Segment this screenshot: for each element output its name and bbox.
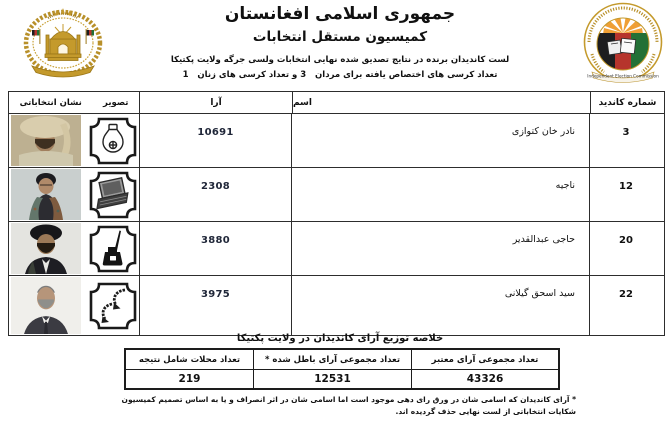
table-row bbox=[9, 221, 664, 275]
results-table-header bbox=[9, 92, 664, 113]
candidate-photo bbox=[11, 115, 81, 166]
votes-column-header: آرا bbox=[139, 92, 292, 113]
summary-value-stations: 219 bbox=[126, 370, 254, 388]
name-column-header: اسم bbox=[292, 92, 590, 113]
table-row bbox=[9, 275, 664, 335]
photo-symbol-cell bbox=[9, 276, 139, 335]
summary-table bbox=[124, 348, 560, 390]
footnote: * آرای کاندیدان که اسامی شان در ورق رای دهی موجود است اما اسامی شان در اثر انصراف و یا به اساس تصمیم کمیسیون شکایات انتخاباتی از لست نهایی حذف گردیده اند. bbox=[121, 395, 576, 416]
document-subtitle: لست کاندیدان برنده در نتایج تصدیق شده نهایی انتخابات ولسی جرگه ولایت پکتیکا bbox=[170, 55, 510, 65]
summary-header-stations: تعداد محلات شامل نتیجه bbox=[126, 350, 254, 370]
votes-value: 2308 bbox=[139, 168, 291, 221]
ink-pot-pen-symbol-icon bbox=[89, 225, 137, 273]
symbol-column-header: نشان انتخاباتی bbox=[19, 97, 82, 108]
document-header bbox=[156, 4, 524, 80]
candidate-photo bbox=[11, 169, 81, 220]
number-column-header: شماره کاندید bbox=[590, 92, 664, 113]
commission-title: کمیسیون مستقل انتخابات bbox=[252, 29, 428, 45]
results-table bbox=[8, 91, 665, 336]
votes-value: 3975 bbox=[139, 276, 291, 335]
candidate-photo bbox=[11, 223, 81, 274]
candidate-name: حاجی عبدالقدیر bbox=[291, 222, 589, 275]
country-title: جمهوری اسلامی افغانستان bbox=[224, 4, 456, 24]
photo-symbol-cell bbox=[9, 114, 139, 167]
candidate-photo bbox=[11, 277, 81, 334]
summary-value-invalid-votes: 12531 bbox=[254, 370, 412, 388]
laptop-symbol-icon bbox=[89, 171, 137, 219]
afghanistan-emblem-icon bbox=[12, 3, 114, 81]
seats-allocation-line: تعداد کرسی های اختصاص یافته برای مردان 3 و تعداد کرسی های زنان 1 bbox=[182, 70, 498, 80]
votes-value: 3880 bbox=[139, 222, 291, 275]
iec-caption: Independent Election Commission bbox=[587, 73, 659, 79]
iec-logo-icon bbox=[580, 2, 666, 90]
summary-title: خلاصه توزیع آرای کاندیدان در ولایت پکتیکا bbox=[236, 333, 444, 344]
light-bulb-symbol-icon bbox=[89, 117, 137, 165]
candidate-name: ناجیه bbox=[291, 168, 589, 221]
candidate-number: 3 bbox=[589, 114, 662, 167]
two-snakes-symbol-icon bbox=[89, 282, 137, 330]
summary-header-valid-votes: تعداد مجموعی آرای معتبر bbox=[412, 350, 558, 370]
photo-column-header: تصویر bbox=[103, 97, 129, 108]
photo-symbol-cell bbox=[9, 168, 139, 221]
votes-value: 10691 bbox=[139, 114, 291, 167]
candidate-name: نادر خان کتوازی bbox=[291, 114, 589, 167]
candidate-number: 20 bbox=[589, 222, 662, 275]
candidate-number: 22 bbox=[589, 276, 662, 335]
table-row bbox=[9, 113, 664, 167]
photo-symbol-cell bbox=[9, 222, 139, 275]
summary-value-valid-votes: 43326 bbox=[466, 373, 504, 385]
photo-symbol-header bbox=[9, 92, 139, 113]
candidate-number: 12 bbox=[589, 168, 662, 221]
candidate-name: سید اسحق گیلانی bbox=[291, 276, 589, 335]
summary-header-invalid-votes: تعداد مجموعی آرای باطل شده * bbox=[254, 350, 412, 370]
table-row bbox=[9, 167, 664, 221]
